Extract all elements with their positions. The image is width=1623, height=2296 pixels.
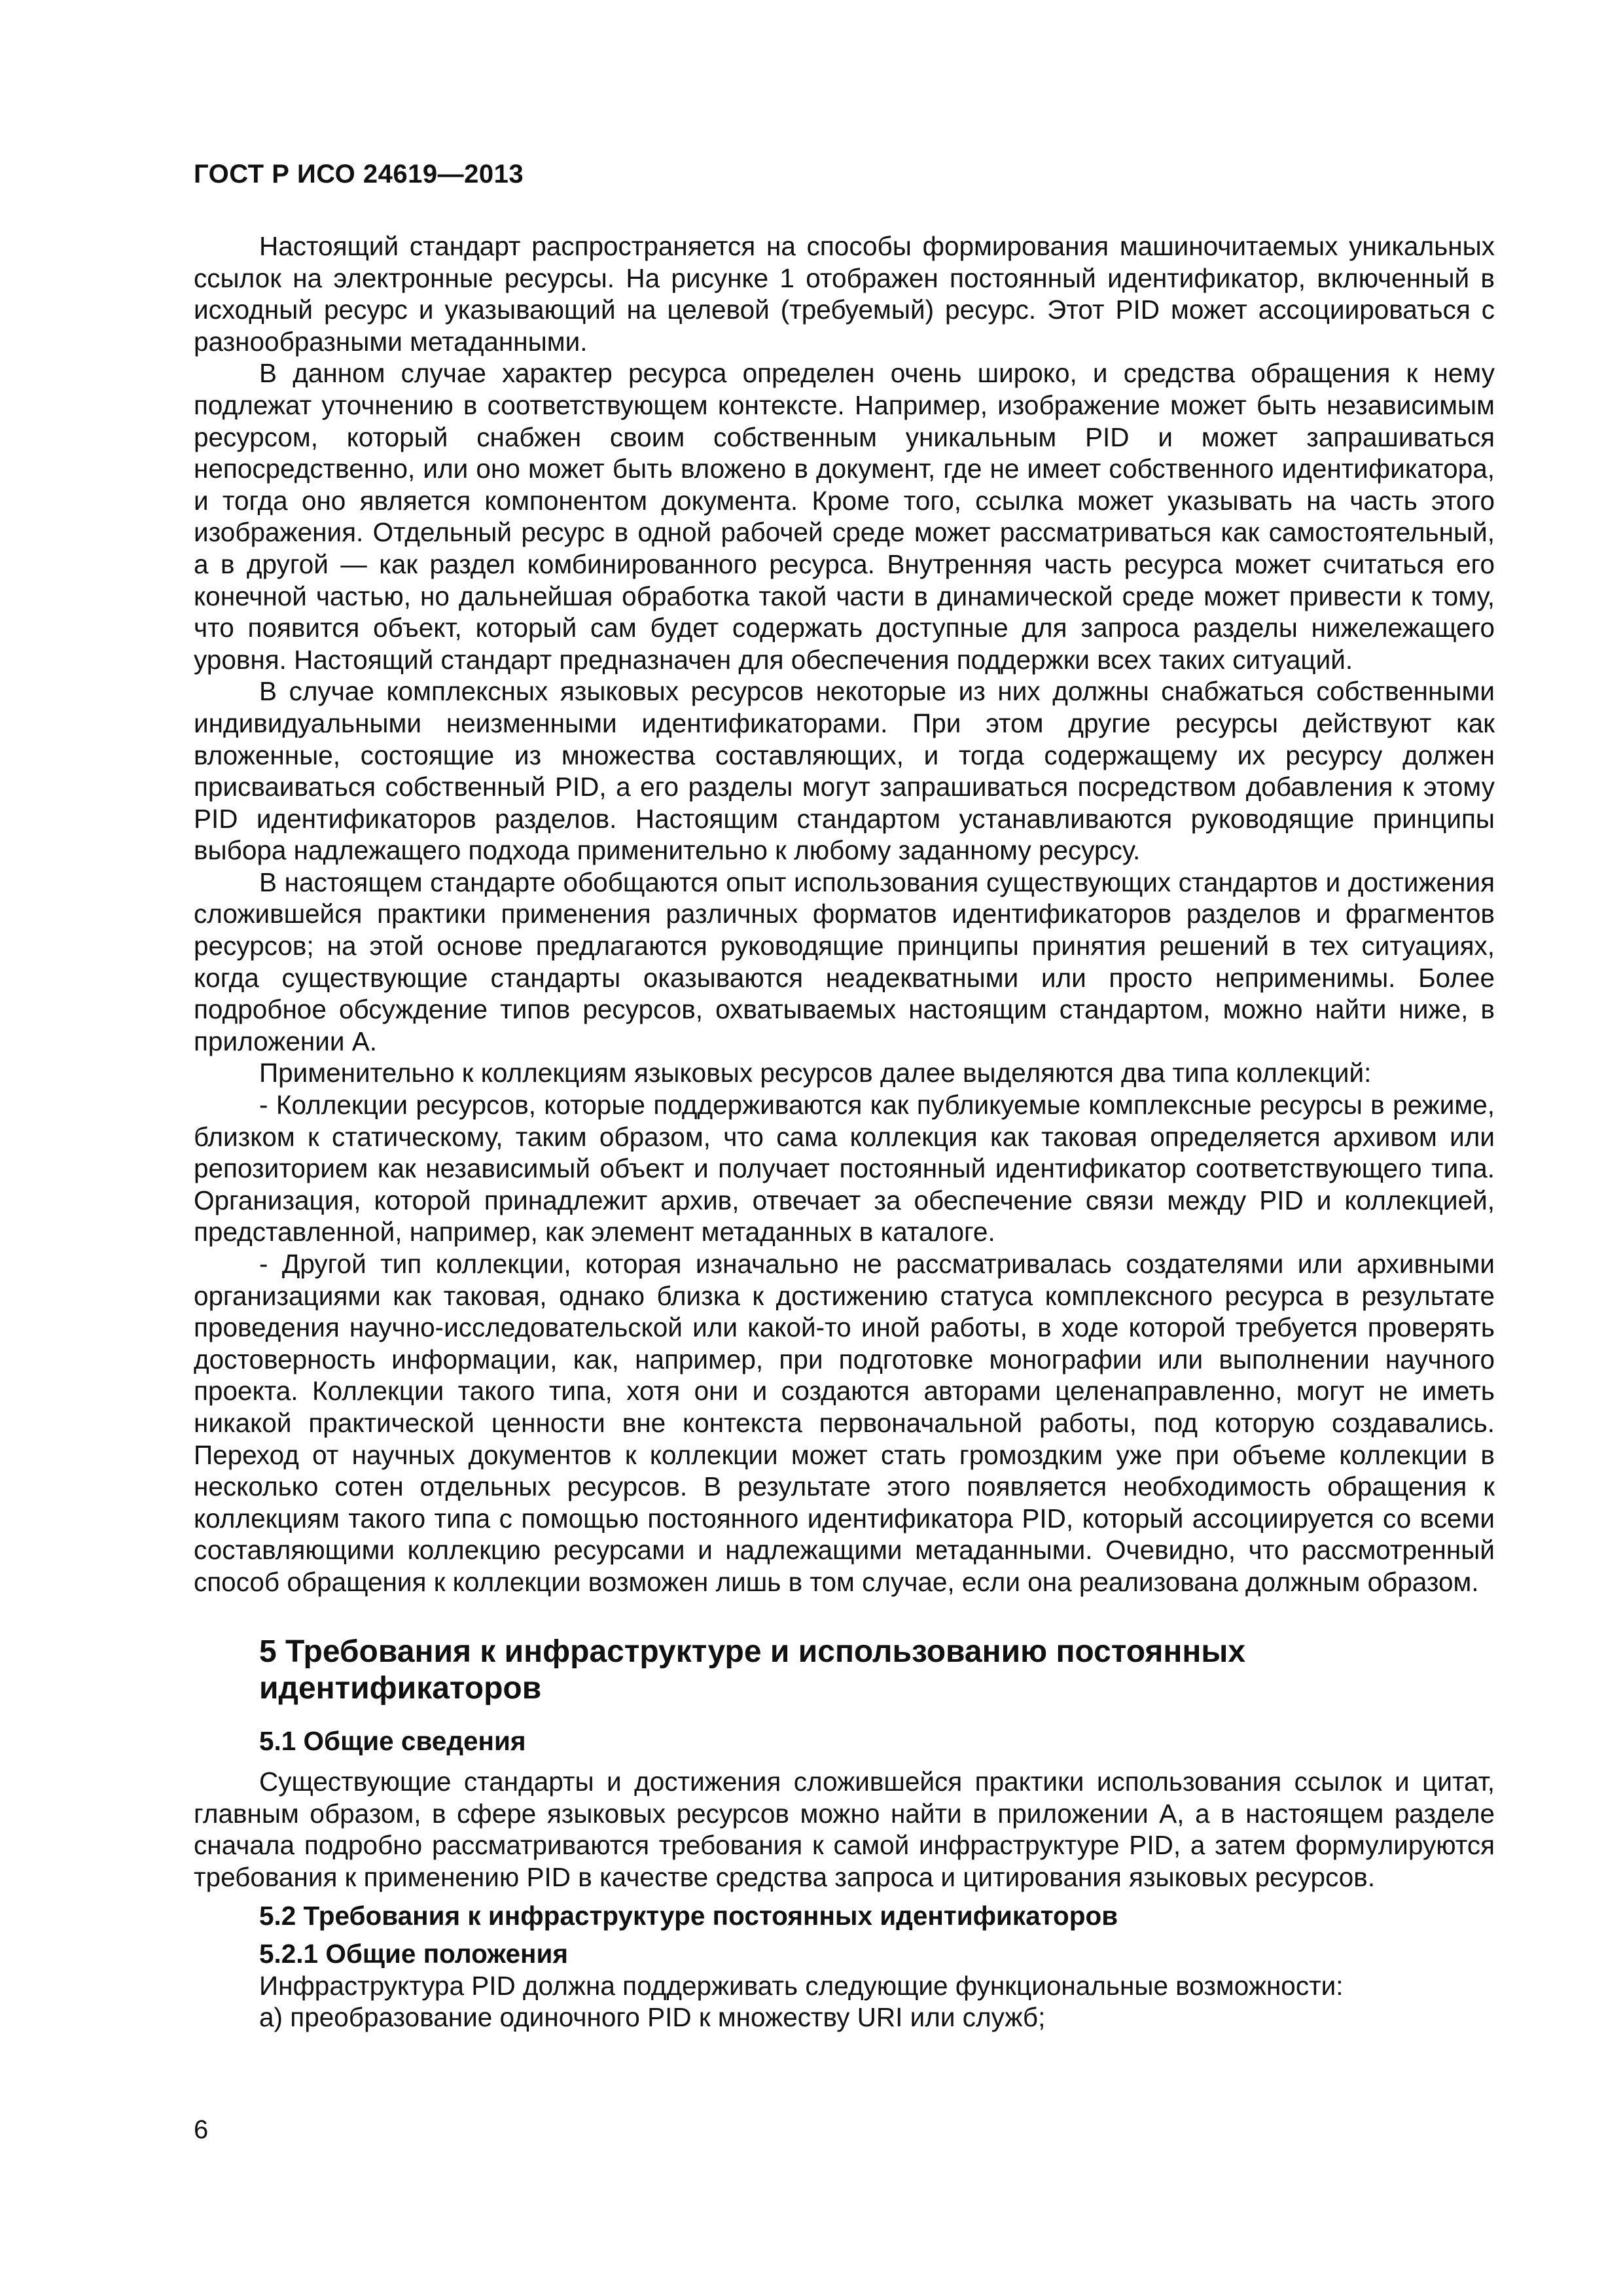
paragraph-resource-nature: В данном случае характер ресурса определен очень широко, и средства обращения к нему подлежат уточнению в соответствующем контексте. Например, изображение может быть независимым ресурсом, который снабжен своим собственным уникальным PID и может запрашиваться непосредственно, или оно может быть вложено в документ, где не имеет собственного идентификатора, и тогда оно является компонентом документа. Кроме того, ссылка может указывать на часть этого изображения. Отдельный ресурс в одной рабочей среде может рассматриваться как самостоятельный, а в другой — как раздел комбинированного ресурса. Внутренняя часть ресурса может считаться его конечной частью, но дальнейшая обработка такой части в динамической среде может привести к тому, что появится объект, который сам будет содержать доступные для запроса разделы нижележащего уровня. Настоящий стандарт предназначен для обеспечения поддержки всех таких ситуаций. — [194, 358, 1495, 675]
subsection-5-1-text: Существующие стандарты и достижения сложившейся практики использования ссылок и цитат, главным образом, в сфере языковых ресурсов можно найти в приложении А, а в настоящем разделе сначала подробно рассматриваются требования к самой инфраструктуре PID, а затем формулируются требования к применению PID в качестве средства запроса и цитирования языковых ресурсов. — [194, 1767, 1495, 1892]
page-number: 6 — [194, 2115, 209, 2144]
section-5-heading — [259, 1634, 1495, 1707]
section-5-heading-line1: 5 Требования к инфраструктуре и использованию постоянных — [259, 1634, 1246, 1669]
paragraph-standard-summary: В настоящем стандарте обобщаются опыт использования существующих стандартов и достижения сложившейся практики применения различных форматов идентификаторов разделов и фрагментов ресурсов; на этой основе предлагаются руководящие принципы принятия решений в тех ситуациях, когда существующие стандарты оказываются неадекватными или просто неприменимы. Более подробное обсуждение типов ресурсов, охватываемых настоящим стандартом, можно найти ниже, в приложении А. — [194, 867, 1495, 1056]
section-5-heading-line2: идентификаторов — [259, 1670, 542, 1706]
document-header: ГОСТ Р ИСО 24619—2013 — [194, 160, 524, 188]
paragraph-collection-type-2: - Другой тип коллекции, которая изначально не рассматривалась создателями или архивными организациями как таковая, однако близка к достижению статуса комплексного ресурса в результате проведения научно-исследовательской или какой-то иной работы, в ходе которой требуется проверять достоверность информации, как, например, при подготовке монографии или выполнении научного проекта. Коллекции такого типа, хотя они и создаются авторами целенаправленно, могут не иметь никакой практической ценности вне контекста первоначальной работы, под которую создавались. Переход от научных документов к коллекции может стать громоздким уже при объеме коллекции в несколько сотен отдельных ресурсов. В результате этого появляется необходимость обращения к коллекциям такого типа с помощью постоянного идентификатора PID, который ассоциируется со всеми составляющими коллекцию ресурсами и надлежащими метаданными. Очевидно, что рассмотренный способ обращения к коллекции возможен лишь в том случае, если она реализована должным образом. — [194, 1249, 1495, 1597]
subsection-5-2-heading: 5.2 Требования к инфраструктуре постоянных идентификаторов — [259, 1900, 1118, 1931]
paragraph-intro: Настоящий стандарт распространяется на способы формирования машиночитаемых уникальных ссылок на электронные ресурсы. На рисунке 1 отображен постоянный идентификатор, включенный в исходный ресурс и указывающий на целевой (требуемый) ресурс. Этот PID может ассоциироваться с разнообразными метаданными. — [194, 231, 1495, 357]
main-content — [194, 230, 1495, 2034]
list-item-a: а) преобразование одиночного PID к множеству URI или служб; — [259, 2002, 1046, 2033]
paragraph-collection-types: Применительно к коллекциям языковых ресурсов далее выделяются два типа коллекций: — [259, 1058, 1372, 1088]
paragraph-collection-type-1: - Коллекции ресурсов, которые поддерживаются как публикуемые комплексные ресурсы в режиме, близком к статическому, таким образом, что сама коллекция как таковая определяется архивом или репозиторием как независимый объект и получает постоянный идентификатор соответствующего типа. Организация, которой принадлежит архив, отвечает за обеспечение связи между PID и коллекцией, представленной, например, как элемент метаданных в каталоге. — [194, 1090, 1495, 1247]
paragraph-complex-resources: В случае комплексных языковых ресурсов некоторые из них должны снабжаться собственными индивидуальными неизменными идентификаторами. При этом другие ресурсы действуют как вложенные, состоящие из множества составляющих, и тогда содержащему их ресурсу должен присваиваться собственный PID, а его разделы могут запрашиваться посредством добавления к этому PID идентификаторов разделов. Настоящим стандартом устанавливаются руководящие принципы выбора надлежащего подхода применительно к любому заданному ресурсу. — [194, 676, 1495, 866]
subsection-5-2-1-heading: 5.2.1 Общие положения — [259, 1939, 568, 1969]
subsection-5-2-1-intro: Инфраструктура PID должна поддерживать следующие функциональные возможности: — [259, 1970, 1344, 2001]
subsection-5-1-heading: 5.1 Общие сведения — [259, 1725, 526, 1756]
